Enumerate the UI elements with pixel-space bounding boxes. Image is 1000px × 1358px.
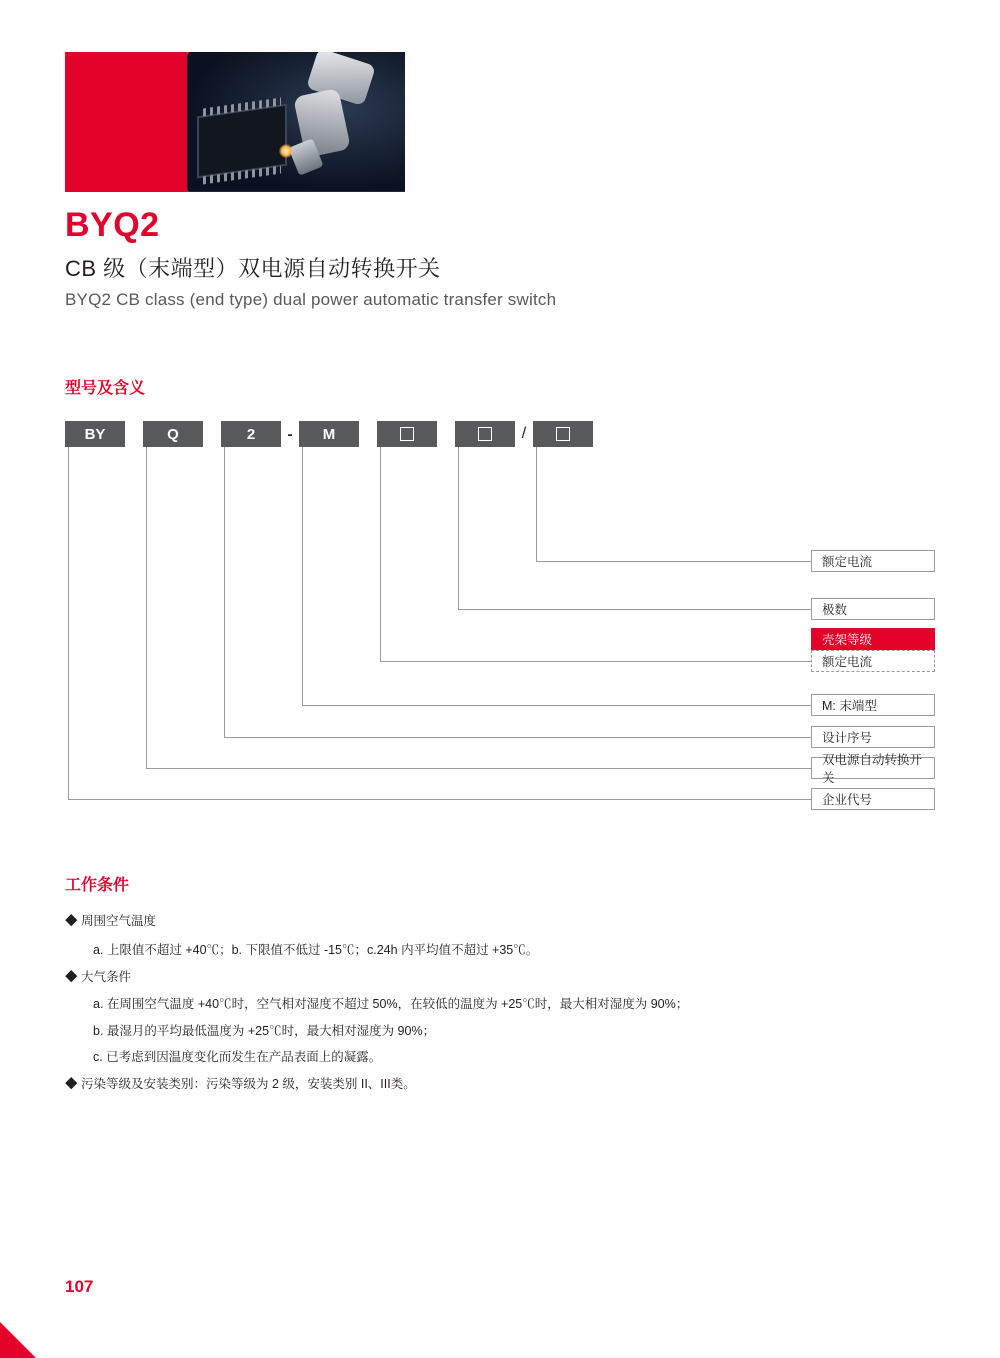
code-box-q: Q xyxy=(143,421,203,447)
label-frame-grade: 壳架等级 xyxy=(811,628,935,650)
code-box-placeholder-1 xyxy=(377,421,437,447)
red-block-decoration xyxy=(65,52,187,192)
code-box-m: M xyxy=(299,421,359,447)
leader-line-horizontal xyxy=(458,609,811,610)
label-rated-current-top: 额定电流 xyxy=(811,550,935,572)
product-title-english: BYQ2 CB class (end type) dual power automatic transfer switch xyxy=(65,290,557,309)
leader-line-horizontal xyxy=(302,705,811,706)
condition-item: ◆ 周围空气温度 xyxy=(65,914,156,928)
corner-decoration xyxy=(0,1322,36,1358)
condition-item: ◆ 污染等级及安装类别：污染等级为 2 级，安装类别 II、III类。 xyxy=(65,1077,416,1091)
section-heading-conditions: 工作条件 xyxy=(65,877,130,894)
condition-item: a. 在周围空气温度 +40℃时，空气相对湿度不超过 50%，在较低的温度为 +25℃时，最大相对湿度为 90%； xyxy=(93,997,689,1011)
leader-line-horizontal xyxy=(68,799,811,800)
header-artwork xyxy=(65,52,405,192)
code-box-placeholder-3 xyxy=(533,421,593,447)
label-design-serial: 设计序号 xyxy=(811,726,935,748)
code-dash: - xyxy=(287,425,293,443)
label-enterprise-code: 企业代号 xyxy=(811,788,935,810)
leader-line-horizontal xyxy=(224,737,811,738)
label-dual-power-switch: 双电源自动转换开关 xyxy=(811,757,935,779)
leader-line-horizontal xyxy=(380,661,811,662)
label-rated-current-frame: 额定电流 xyxy=(811,650,935,672)
leader-line-horizontal xyxy=(146,768,811,769)
condition-item: c. 已考虑到因温度变化而发生在产品表面上的凝露。 xyxy=(93,1050,382,1064)
section-heading-model: 型号及含义 xyxy=(65,380,146,397)
condition-item: ◆ 大气条件 xyxy=(65,970,131,984)
leader-line-horizontal xyxy=(536,561,811,562)
leader-line-vertical xyxy=(536,447,537,561)
chip-icon xyxy=(197,104,287,179)
leader-line-vertical xyxy=(68,447,69,799)
label-poles: 极数 xyxy=(811,598,935,620)
leader-line-vertical xyxy=(224,447,225,737)
label-end-type: M: 末端型 xyxy=(811,694,935,716)
condition-item: a. 上限值不超过 +40℃；b. 下限值不低过 -15℃；c.24h 内平均值不超过 +35℃。 xyxy=(93,943,539,957)
empty-square-icon xyxy=(478,427,492,441)
code-box-placeholder-2 xyxy=(455,421,515,447)
condition-item: b. 最湿月的平均最低温度为 +25℃时，最大相对湿度为 90%； xyxy=(93,1024,436,1038)
robot-arm-icon xyxy=(291,56,387,176)
product-code-title: BYQ2 xyxy=(65,206,160,244)
leader-line-vertical xyxy=(302,447,303,705)
product-title-chinese: CB 级（末端型）双电源自动转换开关 xyxy=(65,256,441,281)
leader-line-vertical xyxy=(380,447,381,661)
code-slash: / xyxy=(521,425,527,442)
leader-line-vertical xyxy=(146,447,147,768)
empty-square-icon xyxy=(556,427,570,441)
page-number: 107 xyxy=(65,1277,94,1296)
empty-square-icon xyxy=(400,427,414,441)
leader-line-vertical xyxy=(458,447,459,609)
code-box-2: 2 xyxy=(221,421,281,447)
code-box-by: BY xyxy=(65,421,125,447)
product-photo xyxy=(187,52,405,192)
spark-icon xyxy=(279,144,293,158)
